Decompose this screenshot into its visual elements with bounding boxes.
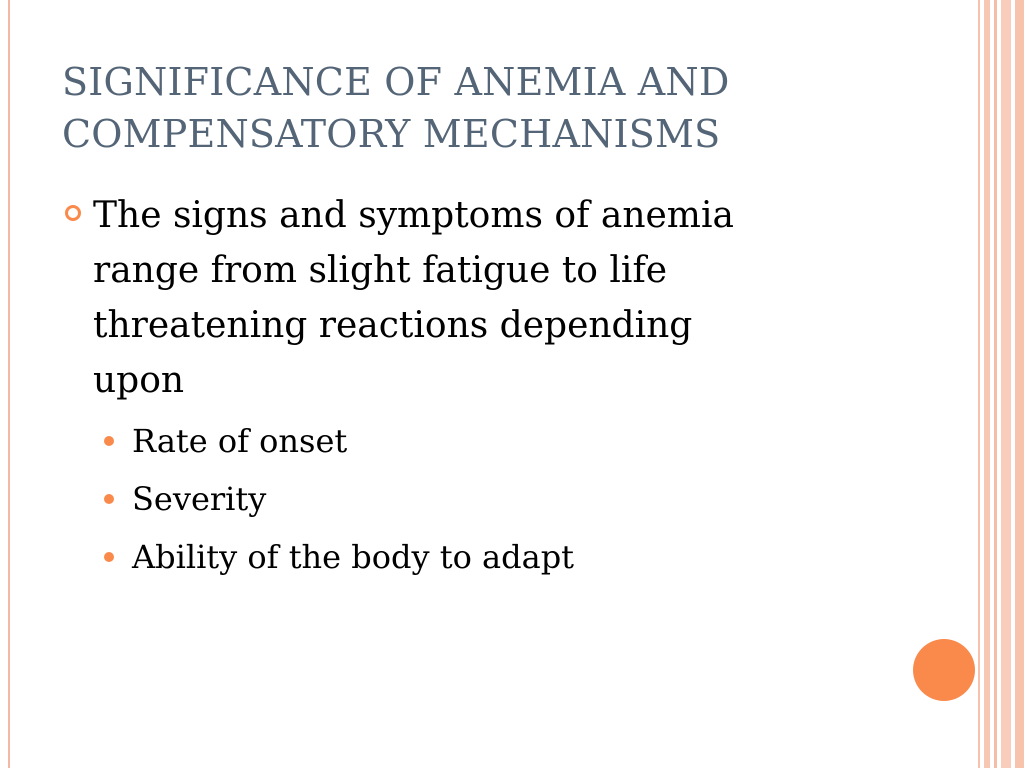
main-bullet-line-2: range from slight fatigue to life: [93, 250, 668, 291]
open-circle-bullet-icon: [62, 202, 84, 224]
filled-circle-bullet-icon: [104, 494, 114, 504]
slide-title-line-1: SIGNIFICANCE OF ANEMIA AND: [62, 60, 730, 104]
right-stripe-5: [1015, 0, 1024, 768]
sub-bullet-text: Ability of the body to adapt: [132, 538, 575, 576]
sub-bullet-item: [104, 528, 574, 586]
main-bullet-line-3: threatening reactions depending: [93, 305, 693, 346]
main-bullet: [62, 188, 862, 408]
sub-bullet-item: [104, 412, 574, 470]
main-bullet-text: [93, 188, 734, 408]
right-stripe-3: [994, 0, 997, 768]
main-bullet-line-4: upon: [93, 360, 185, 401]
slide-title: [62, 56, 962, 160]
slide-title-line-2: COMPENSATORY MECHANISMS: [62, 112, 721, 156]
right-stripe-4: [1001, 0, 1011, 768]
right-stripe-2: [984, 0, 990, 768]
sub-bullet-list: [104, 412, 574, 586]
sub-bullet-text: Severity: [132, 480, 267, 518]
right-stripe-1: [978, 0, 980, 768]
left-border-rule: [8, 0, 10, 768]
filled-circle-bullet-icon: [104, 436, 114, 446]
main-bullet-line-1: The signs and symptoms of anemia: [93, 195, 734, 236]
sub-bullet-item: [104, 470, 574, 528]
filled-circle-bullet-icon: [104, 552, 114, 562]
sub-bullet-text: Rate of onset: [132, 422, 348, 460]
orange-circle-decoration-icon: [913, 639, 975, 701]
